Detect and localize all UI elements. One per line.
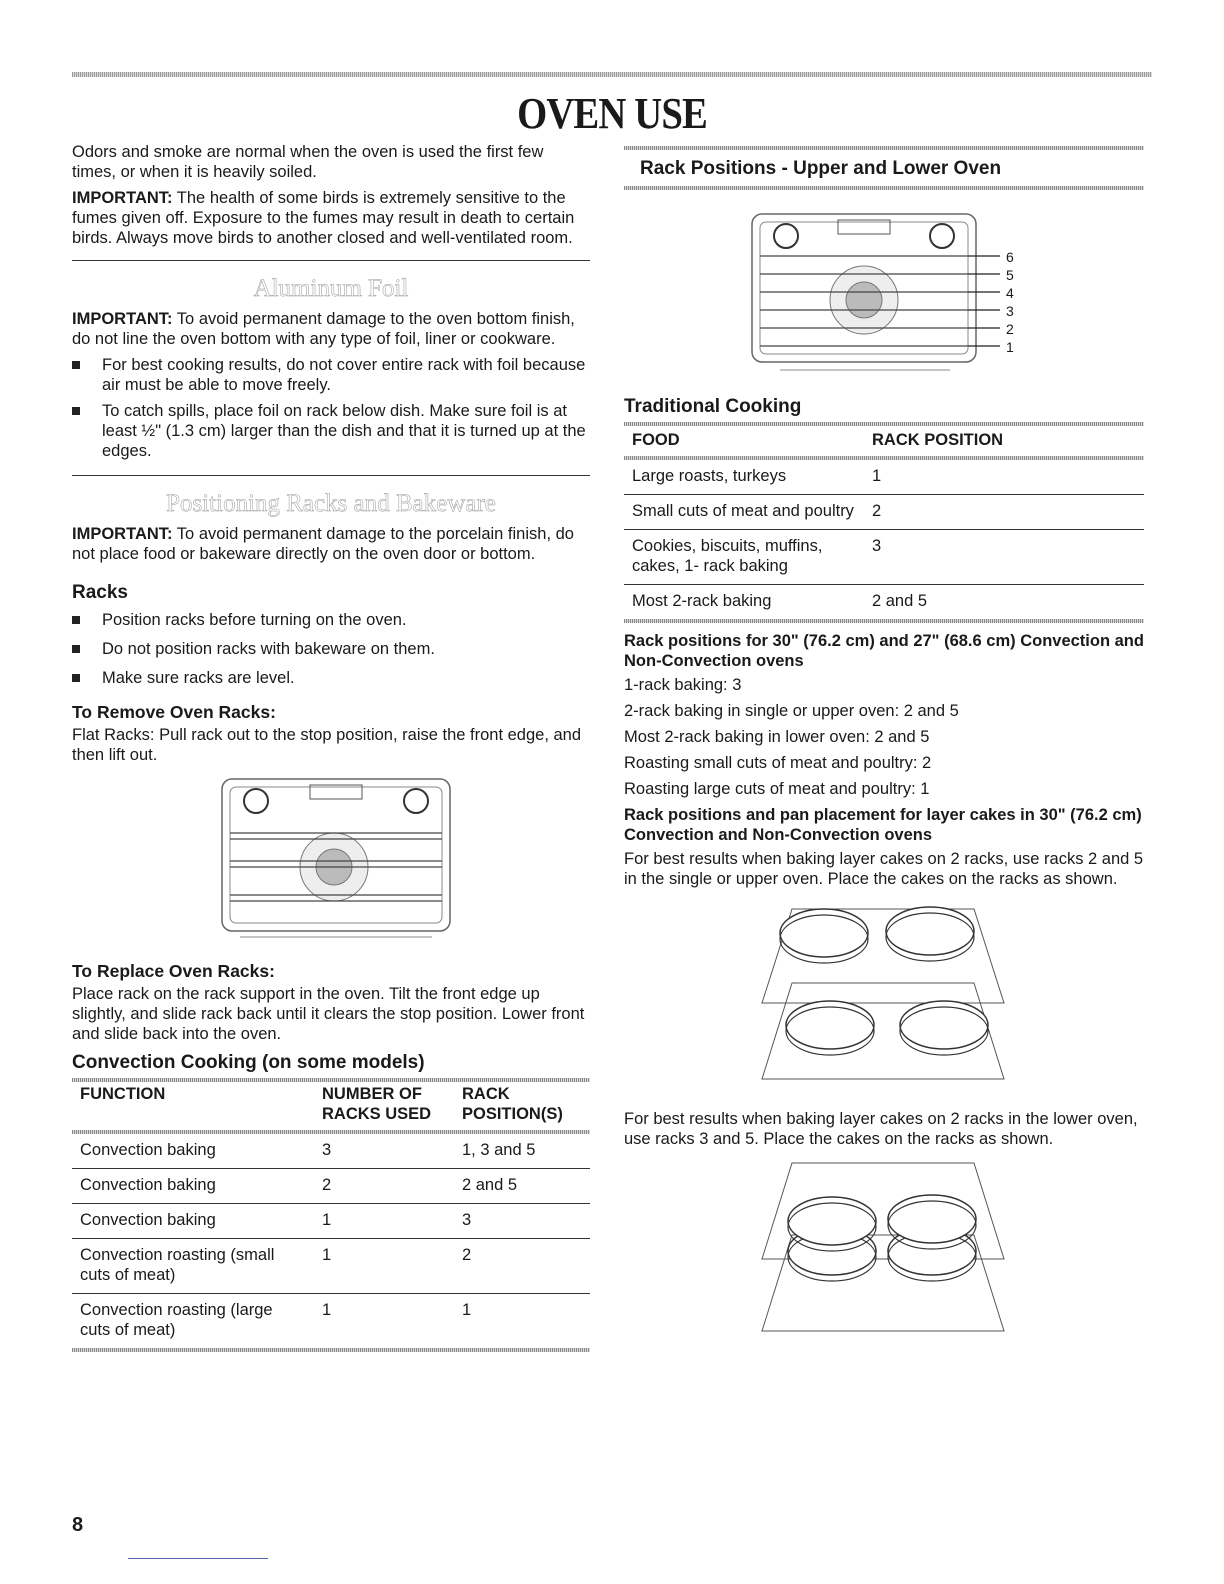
table-header: RACK POSITION(S) <box>462 1085 563 1123</box>
foil-bullet-list <box>72 355 590 461</box>
rack-sizes-list <box>624 675 1144 799</box>
layer-cakes-text-1: For best results when baking layer cakes on 2 racks, use racks 2 and 5 in the single or upper oven. Place the cakes on the racks as shown. <box>624 850 1144 888</box>
positioning-important: IMPORTANT: To avoid permanent damage to the porcelain finish, do not place food or bakeware directly on the oven door or bottom. <box>72 525 574 563</box>
intro-paragraph: Odors and smoke are normal when the oven is used the first few times, or when it is heavily soiled. <box>72 143 544 181</box>
page-number: 8 <box>72 1514 84 1536</box>
list-item: 2-rack baking in single or upper oven: 2 and 5 <box>624 702 959 720</box>
cake-placement-illustration-1 <box>760 903 1144 1083</box>
convection-heading: Convection Cooking (on some models) <box>72 1052 425 1073</box>
table-row: Cookies, biscuits, muffins, cakes, 1- rack baking 3 <box>624 530 1144 585</box>
table-row: Small cuts of meat and poultry 2 <box>624 495 1144 530</box>
list-item: Roasting large cuts of meat and poultry: 1 <box>624 780 930 798</box>
rack-positions-illustration <box>750 212 1040 380</box>
table-hatch <box>72 1348 590 1352</box>
section-hatch <box>624 186 1144 190</box>
oven-illustration <box>220 777 452 947</box>
divider <box>72 260 590 261</box>
layer-cakes-text-2: For best results when baking layer cakes on 2 racks in the lower oven, use racks 3 and 5. Place the cakes on the racks as shown. <box>624 1110 1138 1148</box>
intro-important: IMPORTANT: The health of some birds is extremely sensitive to the fumes given off. Exposure to the fumes may result in death to certain birds. Always move birds to another closed and well-ventilated room. <box>72 189 575 247</box>
right-column <box>624 142 1144 1339</box>
oven-rack-positions-icon <box>750 212 1040 380</box>
list-item: Do not position racks with bakeware on them. <box>72 639 590 659</box>
oven-front-icon <box>220 777 452 947</box>
list-item: Roasting small cuts of meat and poultry: 2 <box>624 754 932 772</box>
traditional-table <box>624 426 1144 619</box>
table-header: FOOD <box>632 431 680 449</box>
rack-label-4: 4 <box>1006 285 1014 301</box>
rack-label-6: 6 <box>1006 249 1014 265</box>
cake-placement-illustration-2 <box>760 1159 1144 1339</box>
left-column <box>72 142 590 1352</box>
table-row: Convection roasting (large cuts of meat) 1 1 <box>80 1301 472 1339</box>
section-hatch <box>624 146 1144 150</box>
list-item: Make sure racks are level. <box>72 668 590 688</box>
rack-sizes-heading: Rack positions for 30" (76.2 cm) and 27" (68.6 cm) Convection and Non-Convection ovens <box>624 632 1144 670</box>
footer-line <box>128 1558 268 1559</box>
rack-position-labels <box>1006 248 1014 356</box>
rack-label-2: 2 <box>1006 321 1014 337</box>
table-header: FUNCTION <box>80 1085 166 1103</box>
traditional-heading: Traditional Cooking <box>624 396 802 417</box>
list-item: 1-rack baking: 3 <box>624 676 742 694</box>
table-row: Convection baking 2 2 and 5 <box>72 1169 590 1204</box>
table-header: NUMBER OF RACKS USED <box>322 1085 432 1123</box>
table-hatch <box>624 619 1144 623</box>
racks-heading: Racks <box>72 582 128 603</box>
list-item: Position racks before turning on the oven. <box>72 610 590 630</box>
foil-section-title: Aluminum Foil <box>253 275 409 302</box>
remove-racks-heading: To Remove Oven Racks: <box>72 702 276 722</box>
table-row: Large roasts, turkeys 1 <box>624 460 1144 495</box>
replace-racks-text: Place rack on the rack support in the oven. Tilt the front edge up slightly, and slide rack back until it clears the stop position. Lower front and slide back into the oven. <box>72 985 585 1043</box>
list-item: For best cooking results, do not cover entire rack with foil because air must be able to move freely. <box>72 355 590 395</box>
layer-cakes-heading: Rack positions and pan placement for layer cakes in 30" (76.2 cm) Convection and Non-Convection ovens <box>624 806 1142 844</box>
rack-label-1: 1 <box>1006 339 1014 355</box>
table-row: Convection roasting (small cuts of meat) 1 2 <box>72 1239 590 1294</box>
rack-label-5: 5 <box>1006 267 1014 283</box>
replace-racks-heading: To Replace Oven Racks: <box>72 961 275 981</box>
rack-positions-heading: Rack Positions - Upper and Lower Oven <box>640 158 1002 179</box>
table-header: RACK POSITION <box>872 431 1004 449</box>
rack-label-3: 3 <box>1006 303 1014 319</box>
remove-racks-text: Flat Racks: Pull rack out to the stop position, raise the front edge, and then lift out. <box>72 726 582 764</box>
divider <box>72 475 590 476</box>
table-row: Convection baking 1 3 <box>72 1204 590 1239</box>
convection-table <box>72 1082 590 1348</box>
list-item: To catch spills, place foil on rack below dish. Make sure foil is at least ½" (1.3 cm) larger than the dish and that it is turned up at the edges. <box>72 401 590 461</box>
racks-bullet-list <box>72 610 590 688</box>
foil-important: IMPORTANT: To avoid permanent damage to the oven bottom finish, do not line the oven bottom with any type of foil, liner or cookware. <box>72 310 575 348</box>
top-rule <box>72 72 1152 77</box>
list-item: Most 2-rack baking in lower oven: 2 and 5 <box>624 728 930 746</box>
positioning-section-title: Positioning Racks and Bakeware <box>166 490 496 517</box>
cake-racks-icon <box>760 903 1010 1083</box>
page-title: OVEN USE <box>517 89 707 138</box>
cake-racks-lower-icon <box>760 1159 1010 1339</box>
table-row: Most 2-rack baking 2 and 5 <box>632 592 928 610</box>
table-row: Convection baking 3 1, 3 and 5 <box>72 1134 590 1169</box>
